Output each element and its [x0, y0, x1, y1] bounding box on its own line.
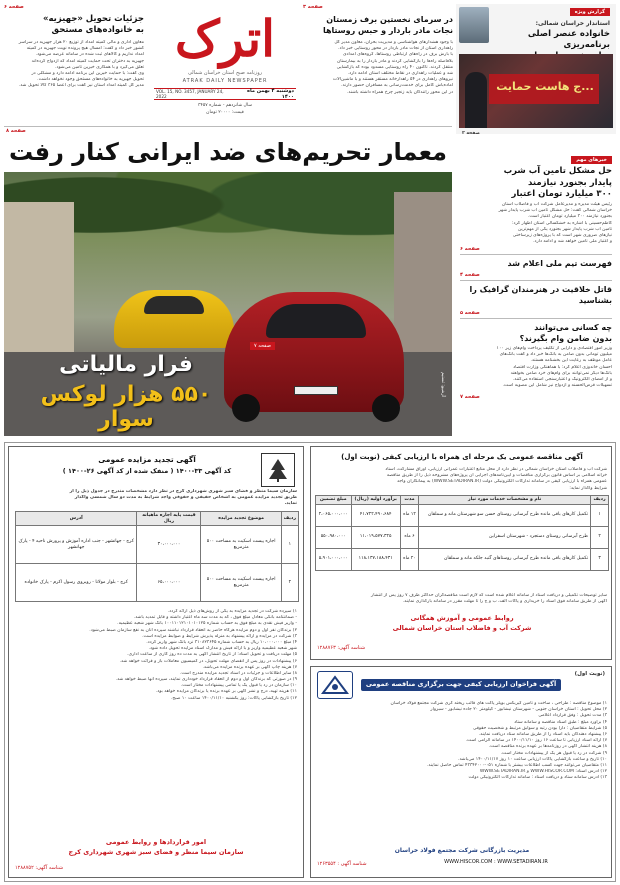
red-car-window: [266, 304, 366, 338]
ad-title: آگهی فراخوان ارزیابی کیفی جهت برگزاری مناقصه عمومی: [365, 680, 557, 688]
lead-body: [460, 202, 612, 245]
text-line: وزیر امور اقتصادی و دارایی از تکلیف پرداخت وام‌های زیر ۱۰۰: [496, 346, 612, 351]
text-line: عامل موظف به رعایت این بخشنامه هستند.: [530, 358, 612, 364]
speaker-figure: [465, 72, 487, 128]
table-cell: کرج - جهانشهر - جنب اداره آموزش و پرورش ناحیه ۴ - پارک جهانشهر: [16, 526, 137, 564]
text-line: مدیر کل کمیته امداد استان نیز گفت برای اعضا ۳۶۵ کالا تحویل شد.: [18, 83, 144, 89]
issue-info: سال شانزدهم - شماره ۳۴۵۷: [198, 103, 252, 108]
table-cell: ۱: [281, 526, 298, 564]
text-line: نیروهای راهداری در ۵۴ راهدارخانه مستقر هستند و با ماشین‌آلات: [332, 77, 453, 83]
text-line: نیازهای ضروری شهر است که با پروژه‌های زیرساختی: [512, 232, 612, 238]
ad-footer: [15, 837, 297, 857]
ad-intro: [15, 489, 297, 508]
title-line: چه کسانی می‌توانند: [534, 323, 612, 332]
table-cell: ۲: [591, 526, 609, 548]
date-fa: دوشنبه ۴ بهمن ماه ۱۴۰۰: [247, 88, 294, 100]
text-line: عمومی همراه با ارزیابی کیفی در سامانه تدارکات الکترونیکی دولت (WWW.SETADIRAN.IR) به پیمانکاران واجد: [397, 479, 607, 485]
page-tag: صفحه ۳: [303, 4, 323, 10]
vol-info: VOL. 15, NO. 3457, JANUARY 24, 2022: [156, 89, 224, 99]
page-tag: صفحه ۴: [460, 272, 480, 278]
photo-credit: آرشیو: تسنیم: [440, 372, 445, 397]
table-cell: ۳۰،۰۰۰،۰۰۰: [137, 526, 201, 564]
table-cell: طرح آبرسانی روستای دستجرد - شهرستان اسفراین: [419, 526, 591, 548]
footer-line: شرکت آب و فاضلاب استان خراسان شمالی: [392, 624, 532, 632]
text-line: ۵) مهلت دریافت و تحویل اسناد: از تاریخ انتشار آگهی به مدت ده روز کاری از ساعت اداری.: [127, 652, 297, 658]
building-left: [4, 202, 74, 352]
text-line: ۱۲) تاریخ بازگشایی پاکات: روز یکشنبه ۱۴۰۰/۱۱/۱۰ ساعت ۱۰ صبح.: [170, 695, 297, 701]
table-header: نام و مشخصات خدمات مورد نیاز: [419, 496, 591, 505]
title-line: بدون ضامن وام بگیرند؟: [519, 334, 612, 343]
sidebar-item-title: فهرست تیم ملی اعلام شد: [507, 259, 612, 268]
title-line: جزئیات تحویل «جهیزیه»: [43, 14, 144, 24]
page-tag: صفحه ۷: [460, 394, 480, 400]
section-tag: خبرهای مهم: [571, 156, 612, 164]
table-header: ردیف: [281, 512, 298, 526]
text-line: آگهی از طریق سامانه فوق اسناد را خریداری و پاکات الف، ب و ج را تا مهلت مقرر در سامانه بارگذاری نمایند.: [402, 599, 607, 605]
text-line: ۱۱) هزینه تهیه، درج و نشر آگهی بر عهده برنده یا برندگان مزایده خواهد بود.: [155, 689, 297, 695]
text-line: ۹) در صورتی که برندگان اول و دوم از انعقاد قرارداد خودداری نمایند، سپرده آنها ضبط خواهد شد.: [115, 677, 297, 683]
text-line: ۲) برندگان نفر اول و دوم مزایده هرگاه حاضر به انعقاد قرارداد نباشند سپرده آنان به نفع سازمان ضبط می‌شود.: [89, 627, 297, 633]
sidebar: [456, 150, 616, 438]
ad-table: [15, 511, 299, 602]
ad-tag: (نوبت اول): [574, 671, 605, 677]
price: قیمت: ۲۰۰۰۰ تومان: [206, 110, 244, 115]
text-line: تامین آب شرب پایدار شهر بجنورد یکی از مهم‌ترین: [517, 226, 612, 232]
banner-text: ...ج هاست حمایت: [496, 80, 594, 93]
table-header: برآورد اولیه (ریال): [351, 496, 400, 505]
text-line: و اعتبار ملی تامین خواهد شد و ادامه دارد.: [533, 239, 612, 245]
ad-logo: [317, 671, 353, 699]
divider: [460, 254, 612, 255]
table-cell: ۱۱۸،۱۳۷،۱۸۸،۴۳۱: [351, 548, 400, 570]
text-line: کاظم‌حسینی با اشاره به خشکسالی استان اظهار کرد:: [511, 220, 612, 226]
masthead: [150, 4, 300, 124]
last-body: [460, 346, 612, 389]
page-tag: صفحه ۲: [462, 131, 480, 136]
brief-body: [4, 40, 144, 90]
wheel: [372, 394, 400, 422]
text-line: شرایط واگذار نماید:: [569, 485, 607, 491]
table-cell: ۲: [281, 564, 298, 602]
page-tag: صفحه ۶: [460, 246, 480, 252]
table-cell: کرج - بلوار مولانا - روبروی رسول اکرم - پارک خانواده: [16, 564, 137, 602]
company-logo-icon: [321, 675, 349, 695]
text-line: منتقل کردند. تاکنون ۴۰ راه روستایی مسدود بوده که بازگشایی: [336, 64, 453, 70]
text-line: خراسان شمالی گفت: حل مشکل تامین آب شرب پایدار شهر: [498, 208, 612, 214]
brief-title: [303, 14, 453, 36]
english-name: ATRAK DAILY NEWSPAPER: [182, 78, 268, 84]
title-line: خانواده عنصر اصلی برنامه‌ریزی: [527, 29, 610, 50]
page-tag: صفحه ۵: [460, 310, 480, 316]
title-line: پایدار بجنورد نیازمند: [528, 177, 612, 188]
last-title: [460, 322, 612, 344]
footer-line: روابط عمومی و آموزش همگانی: [410, 614, 514, 622]
text-line: خزانه اسلامی بر اساس قانون برگزاری مناقصات و آیین‌نامه‌های اجرایی آن پروژه‌های مشروحه ذیل را از طریق مناقصه: [386, 473, 607, 479]
text-line: ۸) سایر اطلاعات و جزئیات در اسناد تجدید مزایده مندرج است.: [179, 670, 297, 676]
text-line: با بارش برف در راه‌های ارتباطی روستاها، گروه‌های امدادی: [343, 52, 453, 58]
text-line: تحویل جهیزیه به خانواده‌های مستحق وجود نخواهد داشت.: [37, 77, 144, 83]
text-line: شرکت آب و فاضلاب استان خراسان شمالی در نظر دارد از محل منابع اعتبارات عمرانی ارزیابی، اوراق مشارکت، اسناد: [385, 467, 607, 472]
title-line: در سرمای نخستین برف زمستان: [326, 15, 453, 24]
title-line: ۳۰۰ میلیارد تومان اعتبار: [511, 189, 612, 199]
text-line: - ضمانتنامه بانکی معادل مبلغ فوق ، که به مدت سه ماه اعتبار داشته و قابل تمدید باشد.: [133, 615, 297, 621]
text-line: ۳) شرکت در مزایده و ارائه پیشنهاد به منزله پذیرش شرایط و ضوابط مزایده است.: [142, 633, 297, 639]
footer-line: سازمان سیما منظر و فضای سبز شهری شهرداری کرج: [68, 848, 244, 856]
table-cell: ۲۰ ماه: [400, 548, 418, 570]
text-line: معاون اداری و مالی کمیته امداد از توزیع ۲۰ هزار جهیزیه در سراسر: [18, 40, 144, 45]
table-cell: ۱۲ ماه: [400, 504, 418, 526]
title-line: به خانواده‌های مستحق: [51, 25, 144, 35]
section-tag: گزارش ویژه: [570, 8, 610, 16]
text-line: رئیس هیئت مدیره و مدیرعامل شرکت آب و فاضلاب استان: [501, 202, 612, 207]
text-line: شهر شعبه عظیمیه واریز و با ارائه فیش و مدارک اسناد مزایده تحویل داده شود.: [148, 646, 297, 652]
portrait-photo: [459, 7, 489, 43]
text-line: ۴) مبلغ ۱۰،۰۰۰،۰۰۰ ریال به حساب شماره ۳۱۰۸۲۳۶۴۵ نزد بانک شهر واریز گردد.: [146, 639, 297, 645]
date-bar: [154, 88, 296, 100]
divider: [460, 318, 612, 319]
text-line: سازمان سیما منظر و فضای سبز شهری شهرداری کرج در نظر دارد مشخصات مندرج در جدول ذیل را از: [69, 489, 297, 494]
table-cell: ۱: [591, 504, 609, 526]
text-line: ۱) سپرده شرکت در تجدید مزایده به یکی از روش‌های ذیل ارائه گردد.: [167, 609, 297, 614]
table-cell: ۶۵،۰۰۰،۰۰۰: [137, 564, 201, 602]
interview-kicker: استاندار خراسان شمالی:: [535, 20, 610, 27]
title-line: حل مشکل تامین آب شرب: [503, 166, 612, 176]
brief-title: [4, 14, 144, 36]
page-tag: صفحه ۸: [6, 128, 26, 134]
yellow-car-window: [144, 296, 204, 314]
ad-title: آگهی تجدید مزایده عمومی: [98, 455, 196, 464]
table-cell: ۱۱،۰۱۹،۵۷۷،۳۲۵: [351, 526, 400, 548]
text-line: ۷) هزینه چاپ آگهی بر عهده برنده مزایده می‌باشد.: [202, 664, 297, 670]
ad-left: [8, 446, 304, 878]
ad-body: [313, 701, 607, 781]
red-car-plate: [294, 386, 338, 395]
ad-code: شناسه آگهی : ۱۲۶۳۵۵۴: [317, 861, 367, 867]
table-cell: ۲،۰۶۵،۰۰۰،۰۰۰: [316, 504, 352, 526]
ad-code: شناسه آگهی: ۱۲۸۸۷۶۳: [317, 645, 366, 651]
text-line: ۵) شرایط متقاضیان : دارا بودن رتبه و سوابق مرتبط و شخصیت حقوقی: [472, 725, 607, 731]
table-cell: تکمیل کارهای باقی مانده طرح آبرسانی روستای حسن سو شهرستان مانه و سملقان: [419, 504, 591, 526]
ad-right-bottom: [310, 666, 612, 878]
text-line: سایر توضیحات تکمیلی و دریافت اسناد از سامانه اعلام شده است که لازم است مناقصه‌گران حداکثر ظرف ۷ روز پس از انتشار: [371, 593, 607, 598]
text-line: ۱۰) سازمان در رد یا قبول یک یا تمامی پیشنهادات مختار است.: [180, 683, 297, 689]
divider: [460, 280, 612, 281]
text-line: احسان خاندوزی اعلام کرد: با هماهنگی وزارت اقتصاد: [513, 364, 612, 370]
left-brief: [4, 4, 144, 124]
ad-urls: WWW.HISCOR.COM : WWW.SETADIRAN.IR: [444, 859, 548, 865]
table-cell: اجاره پیست اسکیت به مساحت ۵۰۰ مترمربع: [201, 564, 281, 602]
text-line: بلافاصله راه‌ها را بازگشایی کردند و مادر باردار را به بیمارستان: [336, 58, 453, 64]
car-photo: [4, 172, 452, 436]
text-line: ۹) شرکت در رد یا قبول هر یک از پیشنهادات مختار است.: [500, 750, 607, 756]
table-cell: ۵،۹۰۱،۰۰۰،۰۰۰: [316, 548, 352, 570]
logo-text: اترک: [174, 9, 276, 68]
text-line: میلیون تومانی بدون ضامن به بانک‌ها خبر داد و گفت بانک‌های: [499, 352, 612, 358]
text-line: ۳) مدت تحویل : وفق قرارداد اعلامی: [538, 713, 607, 719]
text-line: وی گفت: با حمایت خیرین این برنامه ادامه دارد و مشکلی در: [31, 70, 144, 76]
text-line: ۱۲) آدرس اسناد: WWW.HISCOR.COM و WWW.SETADIRAN.IR: [479, 769, 607, 775]
ad-body: [15, 609, 297, 702]
page-tag: صفحه ۷: [250, 342, 275, 350]
text-line: تسهیلات قرض‌الحسنه و ازدواج نیز شامل این مصوبه است.: [502, 383, 612, 389]
ad-logo: [261, 453, 295, 487]
text-line: بانک‌ها دیگر نمی‌توانند برای وام‌های خرد ضامن بخواهند: [510, 370, 612, 376]
text-line: ۱) موضوع مناقصه : طراحی ، ساخت و تامین گیربکس بویلر پاکت های قالب ریخته گری شرکت مجتمع فولاد خراسان: [390, 701, 607, 706]
ad-code: شناسه آگهی: ۱۲۸۸۷۵۲: [15, 865, 64, 871]
table-cell: ۶ ماه: [400, 526, 418, 548]
text-line: شد و عملیات راهداری در نقاط مختلف استان ادامه دارد.: [347, 70, 453, 76]
table-header: موضوع تجدید مزایده: [201, 512, 281, 526]
title-line: نجات مادر باردار و حبس روستاها: [322, 26, 453, 35]
ad-right-top: [310, 446, 612, 660]
logo: [150, 10, 300, 68]
text-line: ۴) برآورد مبلغ : طبق اسناد مناقصه و سامانه ستاد: [514, 719, 607, 725]
text-line: آماده‌باش کامل برای خدمت‌رسانی به مسافران حضور دارند.: [341, 83, 453, 89]
text-line: ۷) ارائه اسناد ارزیابی تا ساعت ۱۶ روز ۱۴۰۰/۱۱/۱۰ در سامانه الزامی است.: [465, 738, 607, 744]
text-line: تعلق می‌گیرد و با همکاری خیرین تامین می‌شود.: [55, 64, 144, 70]
text-line: طریق تجدید مزایده عمومی به اشخاص حقیقی و حقوقی واجد شرایط به مدت دو سال شمسی واگذار: [74, 495, 297, 501]
table-header: قیمت پایه اجاره ماهیانه ریال: [137, 512, 201, 526]
text-line: جهیزیه به دختران تحت حمایت کمیته امداد که ازدواج کرده‌اند: [31, 58, 144, 64]
brief-body: [303, 40, 453, 96]
text-line: ۱۳) آدرس سامانه ستاد و دریافت اسناد : سامانه تدارکات الکترونیکی دولت: [468, 775, 607, 781]
text-line: ۲) محل تحویل : استان خراسان جنوبی - شهرستان نیشابور - کیلومتر ۲۰ جاده نیشابور - سبزوار: [430, 707, 607, 713]
text-line: ۱۱) متقاضیان می‌توانند جهت کسب اطلاعات بیشتر با شماره ۰۵۱-۴۳۳۴۲۰۰۰ تماس حاصل نمایند.: [427, 762, 607, 768]
text-line: ۶) پیشنهادات در روز پس از انقضای مهلت تحویل، در کمیسیون معاملات باز و قرائت خواهد شد.: [119, 658, 297, 664]
tree-icon: [265, 457, 291, 483]
main-headline: معمار تحریم‌های ضد ایرانی کنار رفت: [8, 138, 448, 166]
table-header: آدرس: [16, 512, 137, 526]
text-line: امداد نداریم و کالاهای ثبت شده در سامانه عرضه می‌شود.: [35, 52, 144, 58]
interview-photo: [459, 54, 613, 128]
building-right: [394, 192, 452, 362]
ad-title: آگهی مناقصه عمومی یک مرحله ای همراه با ارزیابی کیفی (نوبت اول): [341, 453, 583, 461]
text-line: ۶) پیشنهاد دهندگان باید اسناد را از طریق سامانه ستاد دریافت نمایند.: [478, 731, 607, 737]
ad-footer: [315, 613, 609, 633]
photo-subtitle: ۵۵۰ هزار لوکس سوار: [40, 382, 212, 432]
text-line: کشور خبر داد و گفت: امسال هیچ پرونده نوبت جهیزیه در کمیته: [26, 46, 144, 52]
text-line: در این محور رانندگان باید زنجیر چرخ همراه داشته باشند.: [347, 89, 453, 95]
text-line: ۸) هزینه انتشار آگهی در روزنامه‌ها بر عهده برنده مناقصه است.: [488, 744, 607, 750]
table-cell: تکمیل کارهای باقی مانده طرح آبرسانی روستاهای گنبد جلکه مانه و سملقان: [419, 548, 591, 570]
text-line: راهداری استان از نجات مادر باردار در محور روستایی خبر داد.: [338, 46, 453, 52]
ad-intro: [313, 467, 607, 492]
table-cell: ۵۵۰،۹۸۰،۰۰۰: [316, 526, 352, 548]
table-header: مدت: [400, 496, 418, 505]
text-line: بجنورد نیازمند ۳۰۰ میلیارد تومان اعتبار است.: [527, 214, 612, 220]
photo-title: فرار مالیاتی: [59, 352, 193, 377]
lead-title: [460, 166, 612, 201]
ad-subtitle: کد آگهی ۳۳-۱۴۰۰ ( منفک شده از کد آگهی ۲۶-۱۴۰۰ ): [62, 467, 232, 475]
text-line: نماید.: [284, 501, 297, 507]
divider: [4, 126, 452, 127]
text-line: با وجود هشدارهای هواشناسی و مدیریت بحران، معاون مدیر کل: [334, 40, 453, 45]
right-interview: [456, 4, 616, 134]
table-cell: اجاره پیست اسکیت به مساحت ۵۰۰ مترمربع: [201, 526, 281, 564]
logo-subtitle: روزنامه صبح استان خراسان شمالی: [187, 70, 263, 76]
text-line: ۱۰) تاریخ و ساعت بازگشایی پاکات ارزیابی ساعت ۱۰ روز ۱۴۰۰/۱۱/۱۷ می‌باشد.: [458, 756, 607, 762]
text-line: - واریز فیش نقدی به مبلغ فوق به حساب شماره ۱۰۰۱۱۰۱۲۱۰۱۰۱۰۱۲۵ بانک شهر شعبه عظیمیه.: [117, 621, 297, 627]
table-cell: ۴۱،۷۲۲،۴۹۰،۶۸۴: [351, 504, 400, 526]
table-header: ردیف: [591, 496, 609, 505]
sidebar-item-title: قاتل خلاقیت در هنرمندان گرافیک را بشناسید: [469, 285, 612, 305]
page-tag: صفحه ۶: [4, 4, 24, 10]
ad-body: [313, 593, 607, 605]
ad-table: [315, 495, 609, 571]
center-brief: [303, 4, 453, 124]
table-header: مبلغ تضمین: [316, 496, 352, 505]
table-cell: ۳: [591, 548, 609, 570]
footer-line: امور قراردادها و روابط عمومی: [105, 838, 207, 846]
text-line: و از امضای الکترونیک و اعتبارسنجی استفاده می‌کنند.: [512, 376, 612, 382]
ad-footer: مدیریت بازرگانی شرکت مجتمع فولاد خراسان: [394, 847, 530, 854]
